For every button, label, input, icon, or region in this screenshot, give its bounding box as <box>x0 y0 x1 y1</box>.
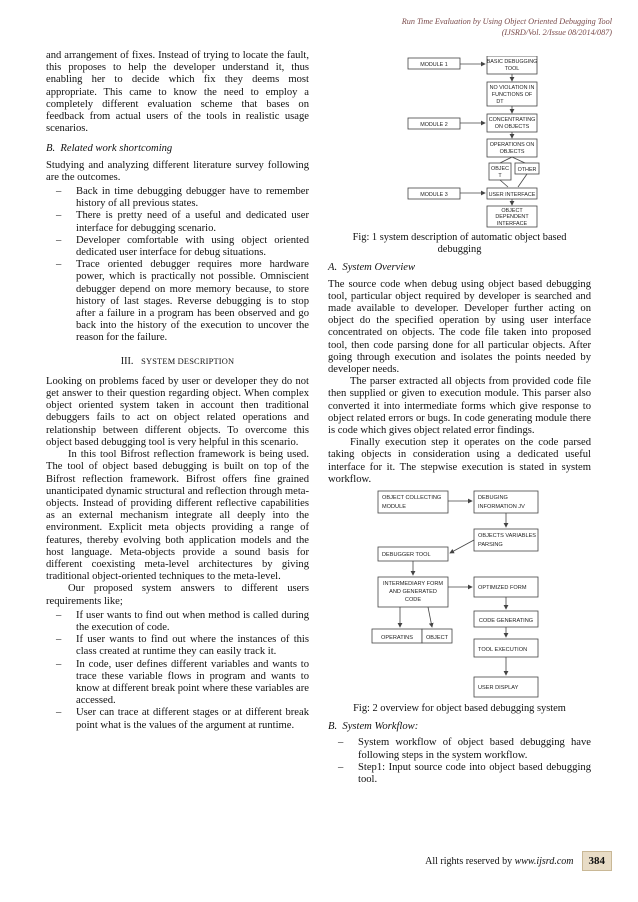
no-violation-line1: NO VIOLATION IN <box>489 85 534 91</box>
figure-2-diagram <box>360 489 560 701</box>
requirements-list <box>46 610 309 732</box>
list-item: – Step1: Input source code into object based debugging tool. <box>328 762 591 786</box>
list-item: – There is pretty need of a useful and dedicated user interface for debugging scenario. <box>46 210 309 234</box>
section-title: SYSTEM DESCRIPTION <box>141 356 235 366</box>
concentrating-line2: ON OBJECTS <box>494 124 529 130</box>
subheading-system-workflow: B. System Workflow: <box>328 721 419 733</box>
list-item: – In code, user defines different variables and wants to trace these variable flows in program and wants to know at different break point where these variables are accessed. <box>46 659 309 708</box>
object-dependent-line1: OBJECT <box>500 208 523 214</box>
left-column <box>46 50 309 734</box>
list-item: – Back in time debugging debugger have to remember history of all previous states. <box>46 186 309 210</box>
list-item: – Developer comfortable with using object oriented dedicated user interface for debug situations. <box>46 235 309 259</box>
running-header <box>402 16 612 38</box>
page-number: 384 <box>582 851 613 871</box>
intro-paragraph: and arrangement of fixes. Instead of trying to locate the fault, this proposes to help the developer understand it, thus enabling her to decide which fix they deems most appropriate. This came to know the need to employ a completely different evaluation scheme that bases on feedback from actual users of the tools in realistic usage scenarios. <box>46 50 309 135</box>
operations-label: OPERATINS <box>380 635 413 642</box>
header-title: Run Time Evaluation by Using Object Oriented Debugging Tool <box>401 17 612 26</box>
figure-1-caption: Fig: 1 system description of automatic object based debugging <box>352 232 567 256</box>
overview-paragraph-2: The parser extracted all objects from provided code file then supplied or given to execution module. This parser also converted it into intermediate forms which give response to object related errors or bugs. In code generating module there is code which gives object related error findings. <box>328 376 591 437</box>
footer-rights: All rights reserved by <box>425 855 513 867</box>
code-generating-label: CODE GENERATING <box>478 618 533 625</box>
footer-website: www.ijsrd.com <box>514 855 574 867</box>
intermediary-line2: AND GENERATED <box>388 589 437 596</box>
operations-line2: OBJECTS <box>499 149 524 155</box>
optimized-form-label: OPTIMIZED FORM <box>477 585 526 592</box>
system-paragraph-1: Looking on problems faced by user or developer they do not get answer to their question regarding object. When complex object oriented system taken in account then traditional debuggers fails to act on object related operations and relationship between different objects. To overcome this object based debugging tool is very helpful in this scenario. <box>46 375 309 448</box>
objects-variables-line2: PARSING <box>477 542 503 549</box>
study-paragraph: Studying and analyzing different literature survey following are the outcomes. <box>46 159 309 183</box>
list-item: – If user wants to find out where the instances of this class created at runtime they can easily track it. <box>46 634 309 658</box>
concentrating-line1: CONCENTRATING <box>488 117 535 123</box>
overview-paragraph-3: Finally execution step it operates on the code parsed taking objects in consideration using a dedicated useful interface for it. The stepwise execution is stated in system workflow. <box>328 437 591 485</box>
object-dependent-line2: DEPENDENT <box>494 214 529 220</box>
other-label: OTHER <box>517 167 536 173</box>
object-label: OBJECT <box>425 635 448 642</box>
header-journal-ref: (IJSRD/Vol. 2/Issue 08/2014/087) <box>501 28 612 37</box>
debugger-tool-label: DEBUGGER TOOL <box>381 552 431 559</box>
object-line2: T <box>497 173 502 179</box>
object-collecting-line1: OBJECT COLLECTING <box>381 495 441 502</box>
shortcomings-list <box>46 186 309 345</box>
object-dependent-line3: INTERFACE <box>496 221 527 227</box>
no-violation-line2: FUNCTIONS OF <box>491 92 532 98</box>
figure-2-caption: Fig: 2 overview for object based debugging system <box>353 703 566 715</box>
subheading-related-work: B. Related work shortcoming <box>46 143 173 155</box>
object-collecting-line2: MODULE <box>381 504 406 511</box>
list-item: – Trace oriented debugger requires more hardware power, which is practically not possible. Omniscient debugger depend on more memory because, to store history of last stages. Reverse debugging is to stop after a failure in a program has been observed and go back into the history of the execution to uncover the reason for the failure. <box>46 259 309 344</box>
module-3-label: MODULE 3 <box>419 192 448 198</box>
object-line1: OBJEC <box>490 166 509 172</box>
list-item: – User can trace at different stages or at different break point what is the values of the argument at runtime. <box>46 707 309 731</box>
right-column <box>328 56 591 788</box>
debuging-info-line2: INFORMATION JV <box>477 504 525 511</box>
user-display-label: USER DISPLAY <box>477 685 518 692</box>
system-paragraph-3: Our proposed system answers to different users requirements like; <box>46 583 309 607</box>
operations-line1: OPERATIONS ON <box>489 142 534 148</box>
section-number: III. <box>120 355 134 367</box>
list-item: – System workflow of object based debugging have following steps in the system workflow. <box>328 737 591 761</box>
module-2-label: MODULE 2 <box>419 122 448 128</box>
module-1-label: MODULE 1 <box>419 62 448 68</box>
subheading-system-overview: A. System Overview <box>328 262 416 274</box>
system-paragraph-2: In this tool Bifrost reflection framework is being used. The tool of object based debugging is built on top of the Bifrost reflection framework. Bifrost offers fine grained unanticipated dynamic structural and reflection through meta-objects. Instead of providing different reflective capabilities as an external mechanism integrate all deeply into the environment. Explicit meta objects providing a range of features, thereby evolving both application models and the host language. Meta-objects provide a sound basis for different coexisting meta-level architectures by giving traditional object-oriented techniques to the meta-level. <box>46 449 309 583</box>
basic-tool-line1: BASIC DEBUGGING <box>486 59 537 65</box>
overview-paragraph-1: The source code when debug using object based debugging tool, particular object required by developer is searched and made available to developer. Developer further acting on object do the specified operation by using user interface concentrated on objects. The code file taken into proposed tool, then code parsing done for all particular objects. After going through execution and isolates the points needed by developer needs. <box>328 278 591 376</box>
list-item: – If user wants to find out when method is called during the execution of code. <box>46 610 309 634</box>
objects-variables-line1: OBJECTS VARIABLES <box>477 533 536 540</box>
debuging-info-line1: DEBUGING <box>477 495 508 502</box>
page-footer <box>425 851 612 871</box>
basic-tool-line2: TOOL <box>504 66 519 72</box>
no-violation-line3: DT <box>495 99 504 105</box>
figure-1-diagram <box>360 56 560 228</box>
tool-execution-label: TOOL EXECUTION <box>477 647 527 654</box>
user-interface-label: USER INTERFACE <box>488 192 535 198</box>
section-heading <box>46 356 309 368</box>
intermediary-line3: CODE <box>404 597 421 604</box>
workflow-list <box>328 737 591 786</box>
intermediary-line1: INTERMEDIARY FORM <box>382 581 443 588</box>
